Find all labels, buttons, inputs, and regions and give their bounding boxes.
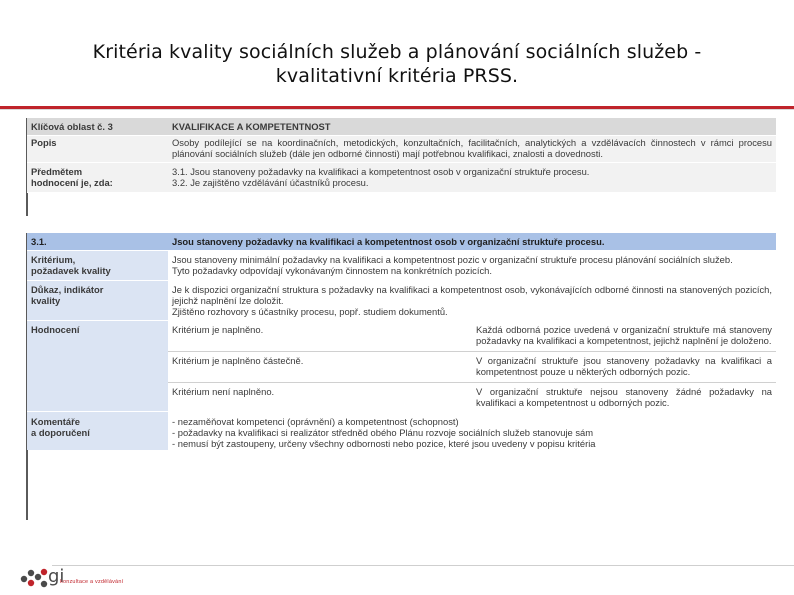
- slide-title: [40, 40, 754, 88]
- kriterium-line-1: Jsou stanoveny minimální požadavky na kvalifikaci a kompetentnost pozic v organizační struktuře procesu plánování sociálních služeb.: [172, 254, 733, 265]
- predmet-label-line-1: Předmětem: [31, 166, 83, 177]
- dukaz-text: [168, 281, 776, 321]
- hodnoceni-desc-1: Každá odborná pozice uvedená v organizační struktuře má stanoveny požadavky na kvalifikaci a kompetentnost, jejichž naplnění je doloženo.: [472, 321, 776, 352]
- criterion-table: [27, 233, 776, 450]
- kriterium-line-2: Tyto požadavky odpovídají vykonávaným činnostem na konkrétních pozicích.: [172, 265, 492, 276]
- kriterium-label-line-1: Kritérium,: [31, 254, 76, 265]
- komentare-label-line-2: a doporučení: [31, 427, 90, 438]
- logo-letters: gi: [48, 566, 65, 587]
- kriterium-text: [168, 251, 776, 281]
- popis-label: Popis: [27, 136, 168, 163]
- komentare-item-1: - nezaměňovat kompetenci (oprávnění) a kompetentnost (schopnost): [172, 416, 459, 427]
- komentare-row: [27, 412, 776, 451]
- dukaz-line-1: Je k dispozici organizační struktura s požadavky na kvalifikaci a kompetentnost osob, vykonávajících odborné činnosti na stanovených pozicích, jejichž naplnění lze doložit.: [172, 284, 772, 306]
- predmet-item-2: 3.2. Je zajištěno vzdělávání účastníků procesu.: [172, 177, 369, 188]
- komentare-label: [27, 412, 168, 451]
- predmet-row: [27, 163, 776, 193]
- key-area-table: [27, 118, 776, 193]
- footer-rule: [52, 565, 794, 566]
- hodnoceni-label: Hodnocení: [27, 321, 168, 412]
- komentare-label-line-1: Komentáře: [31, 416, 80, 427]
- hodnoceni-level-1: Kritérium je naplněno.: [168, 321, 472, 352]
- hodnoceni-desc-2: V organizační struktuře jsou stanoveny požadavky na kvalifikaci a kompetentnost pouze u některých odborných pozic.: [472, 352, 776, 383]
- kriterium-row: [27, 251, 776, 281]
- komentare-item-2: - požadavky na kvalifikaci si realizátor středněd obého Plánu rozvoje sociálních služeb stanovuje sám: [172, 427, 594, 438]
- hodnoceni-level-2: Kritérium je naplněno částečně.: [168, 352, 472, 383]
- key-area-header-row: [27, 118, 776, 136]
- komentare-item-3: - nemusí být zastoupeny, určeny všechny odbornosti nebo pozice, které jsou uvedeny v popisu kritéria: [172, 438, 596, 449]
- company-logo: [20, 560, 140, 590]
- criterion-number: 3.1.: [27, 233, 168, 251]
- predmet-items: [168, 163, 776, 193]
- logo-mark-icon: [20, 560, 80, 590]
- predmet-label: [27, 163, 168, 193]
- key-area-title: KVALIFIKACE A KOMPETENTNOST: [168, 118, 776, 136]
- hodnoceni-desc-3: V organizační struktuře nejsou stanoveny žádné požadavky na kvalifikaci a kompetentnost u odborných pozic.: [472, 383, 776, 412]
- popis-row: [27, 136, 776, 163]
- predmet-label-line-2: hodnocení je, zda:: [31, 177, 113, 188]
- dukaz-label-line-1: Důkaz, indikátor: [31, 284, 104, 295]
- logo-tagline: konzultace a vzdělávání: [60, 579, 124, 585]
- criterion-header-row: [27, 233, 776, 251]
- key-area-label: Klíčová oblast č. 3: [27, 118, 168, 136]
- popis-text: Osoby podílející se na koordinačních, metodických, konzultačních, facilitačních, analytických a vzdělávacích činnostech v rámci procesu plánování sociálních služeb (dále jen odborné činnosti) mají potřebnou kvalifikaci, znalosti a dovednosti.: [168, 136, 776, 163]
- criterion-title: Jsou stanoveny požadavky na kvalifikaci a kompetentnost osob v organizační struktuře procesu.: [168, 233, 776, 251]
- dukaz-row: [27, 281, 776, 321]
- kriterium-label: [27, 251, 168, 281]
- dukaz-label: [27, 281, 168, 321]
- hodnoceni-level-3: Kritérium není naplněno.: [168, 383, 472, 412]
- title-line-2: kvalitativní kritéria PRSS.: [275, 65, 519, 87]
- dukaz-line-2: Zjištěno rozhovory s účastníky procesu, popř. studiem dokumentů.: [172, 306, 448, 317]
- kriterium-label-line-2: požadavek kvality: [31, 265, 111, 276]
- komentare-list: [168, 412, 776, 451]
- dukaz-label-line-2: kvality: [31, 295, 61, 306]
- title-line-1: Kritéria kvality sociálních služeb a plánování sociálních služeb -: [92, 41, 702, 63]
- title-underline-shadow: [0, 109, 794, 110]
- predmet-item-1: 3.1. Jsou stanoveny požadavky na kvalifikaci a kompetentnost osob v organizační struktuře procesu.: [172, 166, 590, 177]
- hodnoceni-row-1: [27, 321, 776, 352]
